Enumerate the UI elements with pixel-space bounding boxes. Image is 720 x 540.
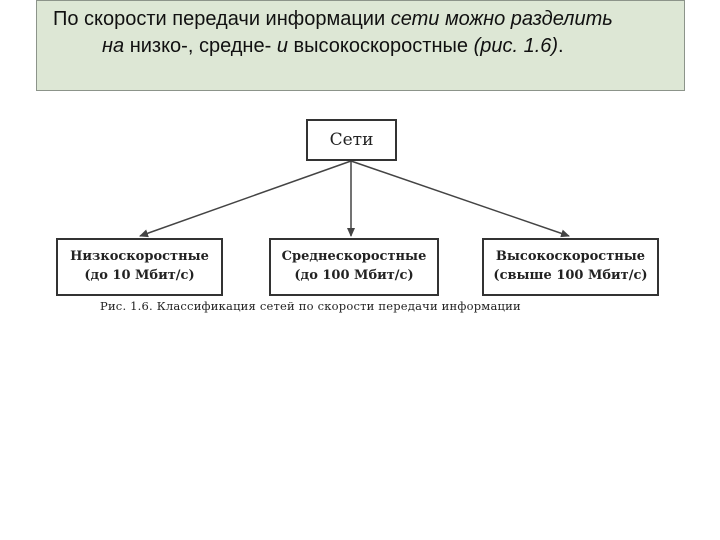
text-segment: высокоскоростные — [287, 35, 474, 57]
node-medium-speed — [269, 238, 439, 296]
node-low-speed — [56, 238, 223, 296]
text-segment: . — [558, 35, 564, 57]
node-high-speed — [482, 238, 659, 296]
text-segment: По скорости передачи информации — [53, 8, 391, 30]
node-subtitle: (свыше 100 Мбит/с) — [493, 268, 648, 283]
node-subtitle: (до 10 Мбит/с) — [84, 268, 195, 283]
figure-caption: Рис. 1.6. Классификация сетей по скорости передачи информации — [100, 299, 521, 313]
node-title: Низкоскоростные — [70, 249, 209, 264]
text-segment-italic: сети можно разделить — [390, 8, 613, 30]
arrow-to-high-speed — [351, 161, 569, 236]
text-segment-italic: на — [102, 35, 125, 57]
text-segment-italic: и — [276, 35, 288, 57]
root-node-networks — [306, 119, 397, 161]
node-title: Среднескоростные — [281, 249, 427, 264]
root-node-label: Сети — [329, 130, 374, 150]
node-subtitle: (до 100 Мбит/с) — [294, 268, 414, 283]
node-title: Высокоскоростные — [495, 249, 646, 264]
arrow-to-low-speed — [140, 161, 351, 236]
text-segment: низко-, средне- — [124, 35, 277, 57]
text-segment-italic: (рис. 1.6) — [473, 35, 559, 57]
